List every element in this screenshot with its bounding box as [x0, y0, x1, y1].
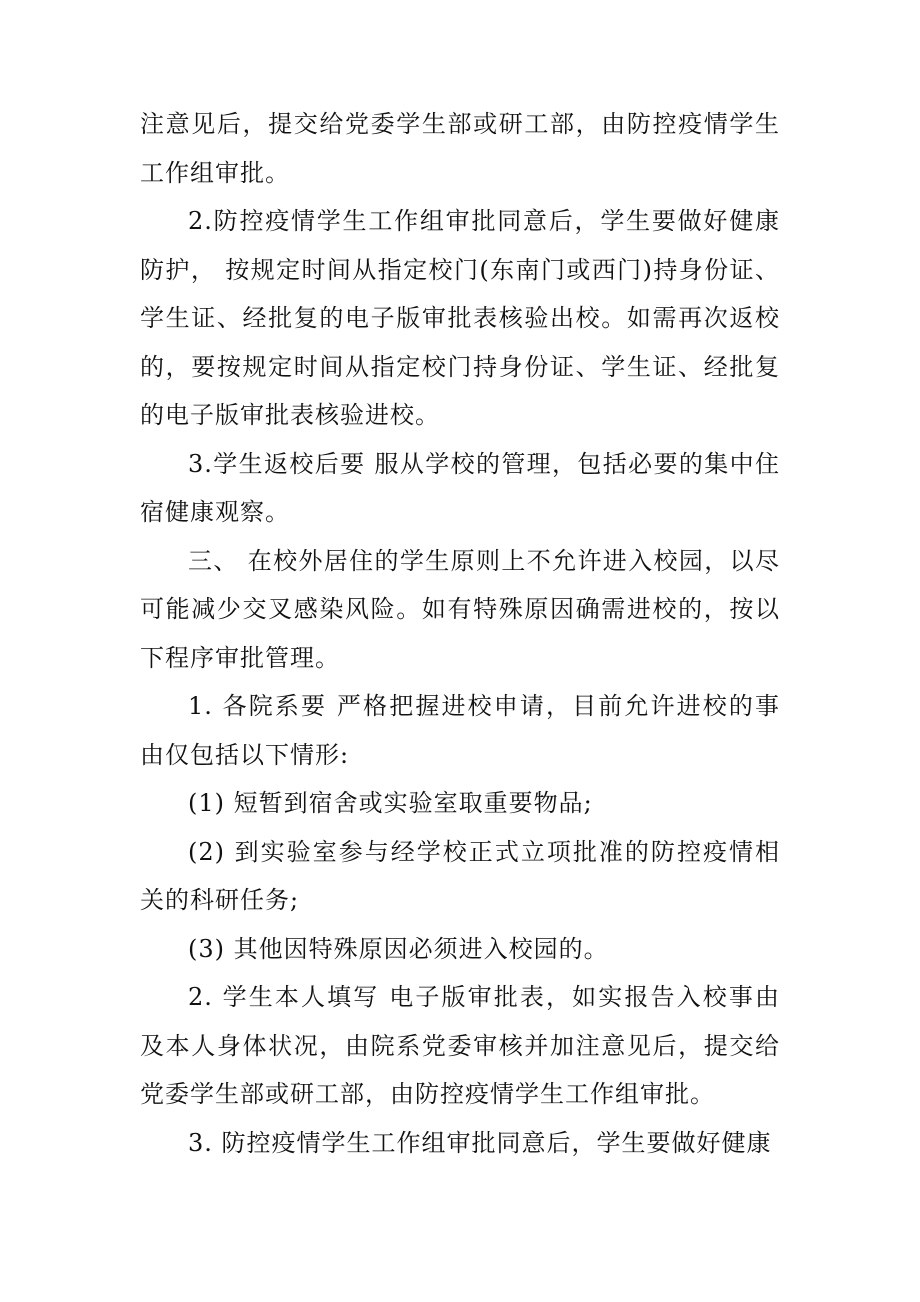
paragraph-item-2-exit-procedure: 2.防控疫情学生工作组审批同意后，学生要做好健康防护， 按规定时间从指定校门(东南门或西门)持身份证、学生证、经批复的电子版审批表核验出校。如需再次返校的，要按规定时间从指定校门持身份证、学生证、经批复的电子版审批表核验进校。 — [140, 207, 780, 429]
paragraph-item-2-application: 2. 学生本人填写 电子版审批表，如实报告入校事由及本人身体状况，由院系党委审核并加注意见后，提交给党委学生部或研工部，由防控疫情学生工作组审批。 — [140, 983, 780, 1108]
paragraph-subitem-3: (3) 其他因特殊原因必须进入校园的。 — [188, 934, 609, 963]
paragraph-section-3-heading: 三、 在校外居住的学生原则上不允许进入校园，以尽可能减少交叉感染风险。如有特殊原因确需进校的，按以下程序审批管理。 — [140, 546, 780, 672]
document-body — [140, 100, 780, 1167]
paragraph-item-1-entry-reasons: 1. 各院系要 严格把握进校申请，目前允许进校的事由仅包括以下情形: — [140, 692, 780, 769]
paragraph-item-3-approval: 3. 防控疫情学生工作组审批同意后，学生要做好健康 — [188, 1128, 772, 1157]
paragraph-subitem-2: (2) 到实验室参与经学校正式立项批准的防控疫情相关的科研任务; — [140, 837, 780, 914]
paragraph-item-3-return-management: 3.学生返校后要 服从学校的管理，包括必要的集中住宿健康观察。 — [140, 449, 780, 526]
paragraph-continuation: 注意见后，提交给党委学生部或研工部，由防控疫情学生工作组审批。 — [140, 110, 780, 187]
paragraph-subitem-1: (1) 短暂到宿舍或实验室取重要物品; — [188, 789, 593, 817]
